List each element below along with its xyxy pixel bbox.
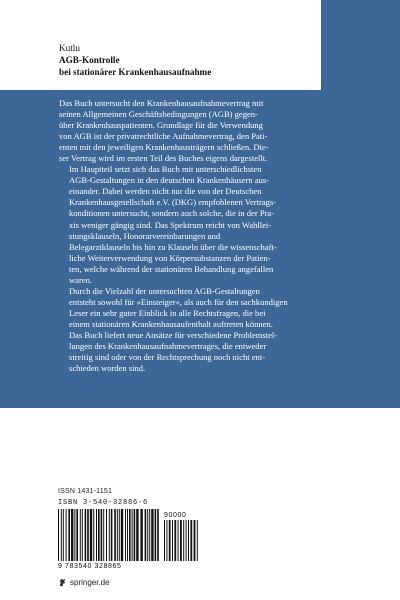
isbn-barcode <box>58 509 206 563</box>
barcode-addon-bar <box>186 520 187 561</box>
book-title-line-1: AGB-Kontrolle <box>59 55 120 65</box>
blurb-line: schieden worden sind. <box>69 363 146 374</box>
blurb-paragraph <box>59 98 341 164</box>
blurb-line: konditionen untersucht, sondern auch solche, die in der Pra- <box>69 208 275 219</box>
barcode-bar <box>125 509 126 561</box>
blurb-line: über Krankenhauspatienten. Grundlage für die Verwendung <box>59 120 263 131</box>
barcode-bar <box>74 509 75 561</box>
book-title-line-2: bei stationärer Krankenhausaufnahme <box>59 67 212 77</box>
blurb-line: xis weniger gängig sind. Das Spektrum reicht von Wahllei- <box>69 219 272 230</box>
blurb-line: AGB-Gestaltungen in den deutschen Krankenhäusern aus- <box>69 175 270 186</box>
cover-header <box>0 0 400 90</box>
barcode-bar <box>114 509 116 561</box>
barcode-bar <box>109 509 110 561</box>
blurb-line: enten mit den jeweiligen Krankenhausträgern schließen. Die- <box>59 142 269 153</box>
blurb-line: Krankenhausgesellschaft e.V. (DKG) empfohlenen Vertrags- <box>69 197 277 208</box>
barcode-addon-bar <box>197 520 198 561</box>
blurb-line: ser Vertrag wird im ersten Teil des Buches eigens dargestellt. <box>59 153 268 164</box>
issn-number: ISSN 1431-1151 <box>58 488 113 495</box>
barcode-bar <box>149 509 150 561</box>
barcode-bar <box>101 509 103 561</box>
springer-url-text: springer.de <box>70 578 110 587</box>
barcode-addon-bar <box>166 520 167 561</box>
blurb-panel <box>0 90 400 408</box>
blurb-line: entsteht sowohl für »Einsteiger«, als auch für den sachkundigen <box>69 296 288 307</box>
barcode-bar <box>82 509 83 561</box>
barcode-block <box>58 499 208 577</box>
barcode-bar <box>151 509 153 561</box>
blurb-line: waren. <box>69 274 93 285</box>
barcode-bar <box>119 509 120 561</box>
barcode-addon-bar <box>178 520 179 561</box>
barcode-bar <box>93 509 94 561</box>
barcode-bar <box>103 509 104 561</box>
barcode-bar <box>85 509 87 561</box>
barcode-addon-bar <box>169 520 171 561</box>
blurb-line: seinen Allgemeinen Geschäftsbedingungen (AGB) gegen- <box>59 109 258 120</box>
author-name: Kutlu <box>59 43 80 53</box>
blurb-line: Leser ein sehr guter Einblick in alle Rechtsfragen, die bei <box>69 307 266 318</box>
header-accent-bar <box>321 0 400 90</box>
blurb-line: Im Hauptteil setzt sich das Buch mit unterschiedlichsten <box>69 164 262 175</box>
barcode-bar <box>127 509 128 561</box>
barcode-addon-bar <box>183 520 184 561</box>
barcode-addon-bar <box>174 520 176 561</box>
cover-footer <box>0 408 400 600</box>
blurb-line: Das Buch liefert neue Ansätze für verschiedene Problemstel- <box>69 329 278 340</box>
barcode-bar <box>90 509 92 561</box>
barcode-bar <box>157 509 159 561</box>
barcode-addon-bar <box>188 520 189 561</box>
blurb-line: liche Weiterverwendung von Körpersubstanzen der Patien- <box>69 252 271 263</box>
publisher-url <box>58 578 110 587</box>
barcode-bar <box>106 509 107 561</box>
isbn-number: ISBN 3-540-32886-6 <box>58 499 149 507</box>
barcode-bar <box>76 509 78 561</box>
blurb-text <box>59 98 341 374</box>
barcode-bar <box>117 509 118 561</box>
barcode-bar <box>87 509 89 561</box>
barcode-addon-bar <box>180 520 182 561</box>
barcode-bar <box>98 509 100 561</box>
barcode-bar <box>111 509 113 561</box>
blurb-line: stungsklauseln, Honorarvereinbarungen und <box>69 230 221 241</box>
blurb-line: streitig sind oder von der Rechtsprechung noch nicht ent- <box>69 352 266 363</box>
blurb-line: ten, welche während der stationären Behandlung angefallen <box>69 263 274 274</box>
springer-horse-icon <box>58 578 67 587</box>
blurb-line: von AGB ist der privatrechtliche Aufnahmevertrag, den Pati- <box>59 131 268 142</box>
blurb-line: lungen des Krankenhausaufnahmevertrages, die entweder <box>69 341 267 352</box>
barcode-bar <box>61 509 62 561</box>
barcode-bar <box>147 509 148 561</box>
barcode-bar <box>140 509 142 561</box>
barcode-addon-bar <box>194 520 196 561</box>
barcode-bar <box>96 509 97 561</box>
blurb-line: Das Buch untersucht den Krankenhausaufnahmevertrag mit <box>59 98 264 108</box>
blurb-line: einander. Dabei werden nicht nur die von der Deutschen <box>69 186 262 197</box>
barcode-addon-digits: 90000 <box>164 512 187 519</box>
barcode-bar <box>80 509 81 561</box>
barcode-addon-bar <box>164 520 165 561</box>
barcode-bar <box>66 509 67 561</box>
barcode-bar <box>68 509 70 561</box>
barcode-bar <box>134 509 136 561</box>
barcode-bar <box>132 509 133 561</box>
barcode-bar <box>58 509 59 561</box>
barcode-bar <box>63 509 64 561</box>
blurb-paragraph <box>59 164 341 286</box>
barcode-bar <box>136 509 138 561</box>
blurb-paragraph <box>59 286 341 374</box>
barcode-bar <box>145 509 147 561</box>
barcode-bar <box>155 509 157 561</box>
barcode-digits: 9 783540 328865 <box>58 563 122 570</box>
book-info <box>59 42 211 78</box>
blurb-line: Durch die Vielzahl der untersuchten AGB-Gestaltungen <box>69 285 260 296</box>
blurb-line: einem stationären Krankenhausaufenthalt auftreten können. <box>69 318 273 329</box>
blurb-line: Belegarztklauseln bis hin zu Klauseln über die wissenschaft- <box>69 241 277 252</box>
barcode-addon-bar <box>190 520 192 561</box>
barcode-bar <box>121 509 123 561</box>
barcode-bar <box>71 509 73 561</box>
barcode-bar <box>129 509 131 561</box>
barcode-addon-bar <box>172 520 173 561</box>
